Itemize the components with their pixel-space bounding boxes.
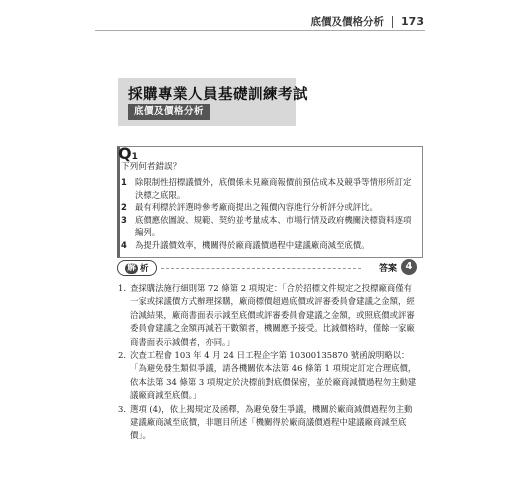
header-rule (95, 30, 425, 31)
explanation-item (118, 282, 420, 349)
question-number: 1 (131, 152, 138, 162)
option-text: 底價應依圖說、規範、契約並考量成本、市場行情及政府機關決標資料逐項編列。 (135, 214, 412, 238)
page-number: 173 (401, 15, 424, 28)
page-title: 採購專業人員基礎訓練考試 (128, 87, 308, 103)
explanation-number: 2. (118, 350, 126, 361)
subtitle-badge: 底價及價格分析 (128, 104, 210, 120)
analysis-label-rest: 析 (140, 264, 149, 274)
option-item (121, 201, 413, 214)
explanation-item (118, 349, 420, 403)
option-list (121, 176, 413, 252)
explanation-text: 查採購法施行細則第 72 條第 2 項規定：「合於招標文件規定之投標廠商僅有一家或採議價方式辦理採購，廠商標價超過底價或評審委員會建議之金額，經洽減結果，廠商書面表示減至底價或評審委員會建議之金額，或照底價或評審委員會建議之金額再減若干數額者，機關應予接受。比減價格時，僅餘一家廠商書面表示減價者，亦同。」 (130, 283, 415, 347)
running-header (311, 14, 424, 29)
answer-divider (161, 268, 361, 269)
explanation-text: 選項 (4)，依上揭規定及函釋，為避免發生爭議，機關於廠商減價過程勿主動建議廠商減至底價，非題目所述「機關得於廠商議價過程中建議廠商減至底價」。 (130, 403, 413, 441)
option-text: 除限制性招標議價外，底價係未見廠商報價前預估成本及競爭等情形所訂定決標之底限。 (135, 177, 412, 200)
explanation (118, 282, 420, 443)
answer-value: 4 (401, 259, 417, 275)
option-number: 3 (121, 214, 127, 225)
question-label-letter: Q (118, 144, 132, 163)
running-header-section: 底價及價格分析 (310, 16, 385, 28)
option-item (121, 214, 413, 239)
option-text: 為提升議價效率，機關得於廠商議價過程中建議廠商減至底價。 (135, 239, 370, 250)
analysis-badge (117, 260, 157, 276)
option-number: 2 (121, 202, 127, 213)
option-item (121, 176, 413, 201)
explanation-item (118, 403, 420, 443)
option-item (121, 239, 413, 252)
option-number: 4 (121, 239, 127, 250)
explanation-number: 1. (118, 283, 126, 293)
option-text: 最有利標於評選時參考廠商提出之報價內容進行分析評分或評比。 (135, 202, 378, 213)
analysis-label-first: 解 (127, 262, 136, 273)
answer-label: 答案 (378, 264, 397, 274)
explanation-number: 3. (118, 403, 126, 414)
answer-row (117, 260, 419, 276)
header-separator (392, 16, 393, 28)
explanation-text: 次查工程會 103 年 4 月 24 日工程企字第 10300135870 號函說明略以：「為避免發生類似爭議，請各機關依本法第 46 條第 1 項規定訂定合理底價，依本法第 34 條第 3 項規定於決標前對底價保密，並於廠商減價過程勿主動建議廠商減至底價。」 (130, 350, 417, 401)
question-stem: 下列何者錯誤？ (121, 162, 182, 172)
option-number: 1 (121, 177, 127, 187)
